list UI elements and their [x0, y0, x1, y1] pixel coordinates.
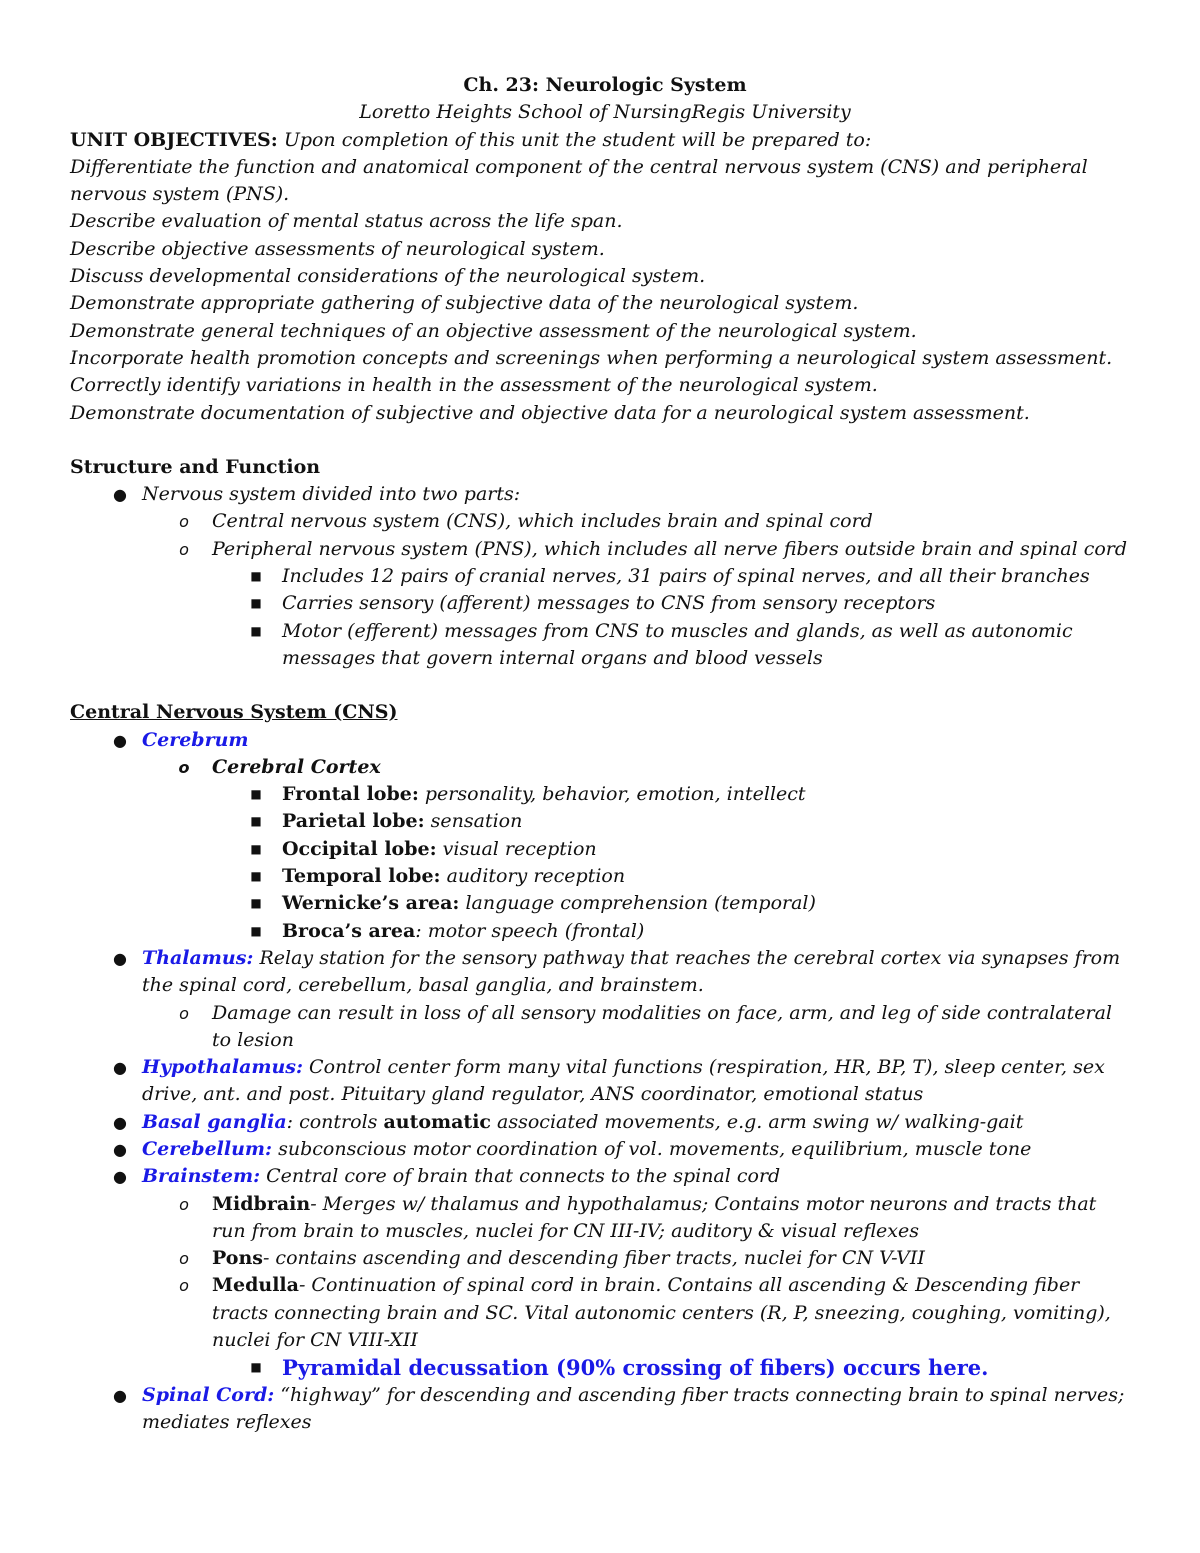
square-bullet-icon: ■ — [250, 896, 262, 911]
objectives-intro — [70, 127, 1140, 154]
square-bullet-icon: ■ — [250, 923, 262, 938]
list-item: ■ Motor (efferent) messages from CNS to muscles and glands, as well as autonomic — [70, 618, 1140, 645]
objective-item: Discuss developmental considerations of the neurological system. — [70, 265, 706, 288]
list-item-continuation: messages that govern internal organs and blood vessels — [282, 646, 823, 669]
objective-item: Demonstrate appropriate gathering of subjective data of the neurological system. — [70, 292, 859, 315]
circle-bullet-icon: o — [179, 1249, 189, 1269]
list-item: ■ Pyramidal decussation (90% crossing of fibers) occurs here. — [70, 1354, 1140, 1381]
bullet-icon: ● — [113, 1167, 127, 1187]
bullet-icon: ● — [113, 730, 127, 750]
list-item-continuation: mediates reflexes — [142, 1410, 312, 1433]
list-item: ● Thalamus: Relay station for the sensory pathway that reaches the cerebral cortex via synapses from — [70, 945, 1140, 972]
objective-item: nervous system (PNS). — [70, 183, 290, 206]
objective-item: Incorporate health promotion concepts and screenings when performing a neurological system assessment. — [70, 346, 1113, 369]
list-item: o Cerebral Cortex — [70, 754, 1140, 781]
list-item: ■ Temporal lobe: auditory reception — [70, 863, 1140, 890]
list-item: ■ Broca’s area: motor speech (frontal) — [70, 918, 1140, 945]
list-item: o Midbrain- Merges w/ thalamus and hypothalamus; Contains motor neurons and tracts that — [70, 1191, 1140, 1218]
list-item: o Central nervous system (CNS), which includes brain and spinal cord — [70, 508, 1140, 535]
square-bullet-icon: ■ — [250, 787, 262, 802]
list-item: ● Hypothalamus: Control center form many vital functions (respiration, HR, BP, T), sleep center, sex — [70, 1054, 1140, 1081]
bullet-icon: ● — [113, 1385, 127, 1405]
square-bullet-icon: ■ — [250, 869, 262, 884]
objective-item: Differentiate the function and anatomical component of the central nervous system (CNS) and peripheral — [70, 155, 1088, 178]
list-item-continuation: the spinal cord, cerebellum, basal ganglia, and brainstem. — [142, 974, 704, 997]
square-bullet-icon: ■ — [250, 569, 262, 584]
list-item: ● Cerebrum — [70, 727, 1140, 754]
objective-item: Demonstrate documentation of subjective and objective data for a neurological system assessment. — [70, 401, 1030, 424]
list-item-continuation: run from brain to muscles, nuclei for CN III-IV; auditory & visual reflexes — [212, 1219, 919, 1242]
square-bullet-icon: ■ — [250, 814, 262, 829]
document-page — [70, 72, 1140, 1436]
square-bullet-icon: ■ — [250, 1360, 262, 1375]
list-item: ● Basal ganglia: controls automatic associated movements, e.g. arm swing w/ walking-gait — [70, 1109, 1140, 1136]
objective-item: Describe evaluation of mental status across the life span. — [70, 210, 623, 233]
list-item: ● Nervous system divided into two parts: — [70, 481, 1140, 508]
section-heading-structure: Structure and Function — [70, 455, 321, 478]
objectives-label: UNIT OBJECTIVES: — [70, 128, 278, 151]
list-item: ● Cerebellum: subconscious motor coordination of vol. movements, equilibrium, muscle tone — [70, 1136, 1140, 1163]
circle-bullet-icon: o — [179, 539, 189, 559]
list-item-continuation: drive, ant. and post. Pituitary gland regulator, ANS coordinator, emotional status — [142, 1083, 924, 1106]
list-item-continuation: nuclei for CN VIII-XII — [212, 1329, 418, 1352]
list-item: ■ Includes 12 pairs of cranial nerves, 31 pairs of spinal nerves, and all their branches — [70, 563, 1140, 590]
square-bullet-icon: ■ — [250, 596, 262, 611]
list-item: ● Spinal Cord: “highway” for descending and ascending fiber tracts connecting brain to spinal nerves; — [70, 1382, 1140, 1409]
list-item: ■ Occipital lobe: visual reception — [70, 836, 1140, 863]
circle-bullet-icon: o — [179, 1194, 189, 1214]
list-item-continuation: tracts connecting brain and SC. Vital autonomic centers (R, P, sneezing, coughing, vomiting), — [212, 1301, 1111, 1324]
list-item-continuation: to lesion — [212, 1028, 294, 1051]
bullet-icon: ● — [113, 1112, 127, 1132]
bullet-icon: ● — [113, 485, 127, 505]
square-bullet-icon: ■ — [250, 841, 262, 856]
objective-item: Demonstrate general techniques of an objective assessment of the neurological system. — [70, 319, 917, 342]
square-bullet-icon: ■ — [250, 623, 262, 638]
objective-item: Describe objective assessments of neurological system. — [70, 237, 605, 260]
list-item: ■ Parietal lobe: sensation — [70, 808, 1140, 835]
list-item: o Pons- contains ascending and descending fiber tracts, nuclei for CN V-VII — [70, 1245, 1140, 1272]
list-item: ■ Carries sensory (afferent) messages to CNS from sensory receptors — [70, 590, 1140, 617]
circle-bullet-icon: o — [179, 1276, 189, 1296]
list-item: ■ Wernicke’s area: language comprehension (temporal) — [70, 890, 1140, 917]
section-heading-cns: Central Nervous System (CNS) — [70, 701, 398, 724]
objectives-intro-text: Upon completion of this unit the student will be prepared to: — [277, 128, 872, 151]
page-subtitle: Loretto Heights School of NursingRegis University — [359, 101, 851, 124]
objective-item: Correctly identify variations in health in the assessment of the neurological system. — [70, 374, 878, 397]
circle-bullet-icon: o — [178, 757, 190, 777]
list-item: ■ Frontal lobe: personality, behavior, emotion, intellect — [70, 781, 1140, 808]
list-item: ● Brainstem: Central core of brain that connects to the spinal cord — [70, 1163, 1140, 1190]
page-title: Ch. 23: Neurologic System — [463, 74, 747, 96]
list-item: o Damage can result in loss of all sensory modalities on face, arm, and leg of side contralateral — [70, 1000, 1140, 1027]
bullet-icon: ● — [113, 1058, 127, 1078]
bullet-icon: ● — [113, 948, 127, 968]
list-item: o Medulla- Continuation of spinal cord in brain. Contains all ascending & Descending fiber — [70, 1272, 1140, 1299]
list-item: o Peripheral nervous system (PNS), which includes all nerve fibers outside brain and spinal cord — [70, 536, 1140, 563]
circle-bullet-icon: o — [179, 512, 189, 532]
bullet-icon: ● — [113, 1139, 127, 1159]
circle-bullet-icon: o — [179, 1003, 189, 1023]
